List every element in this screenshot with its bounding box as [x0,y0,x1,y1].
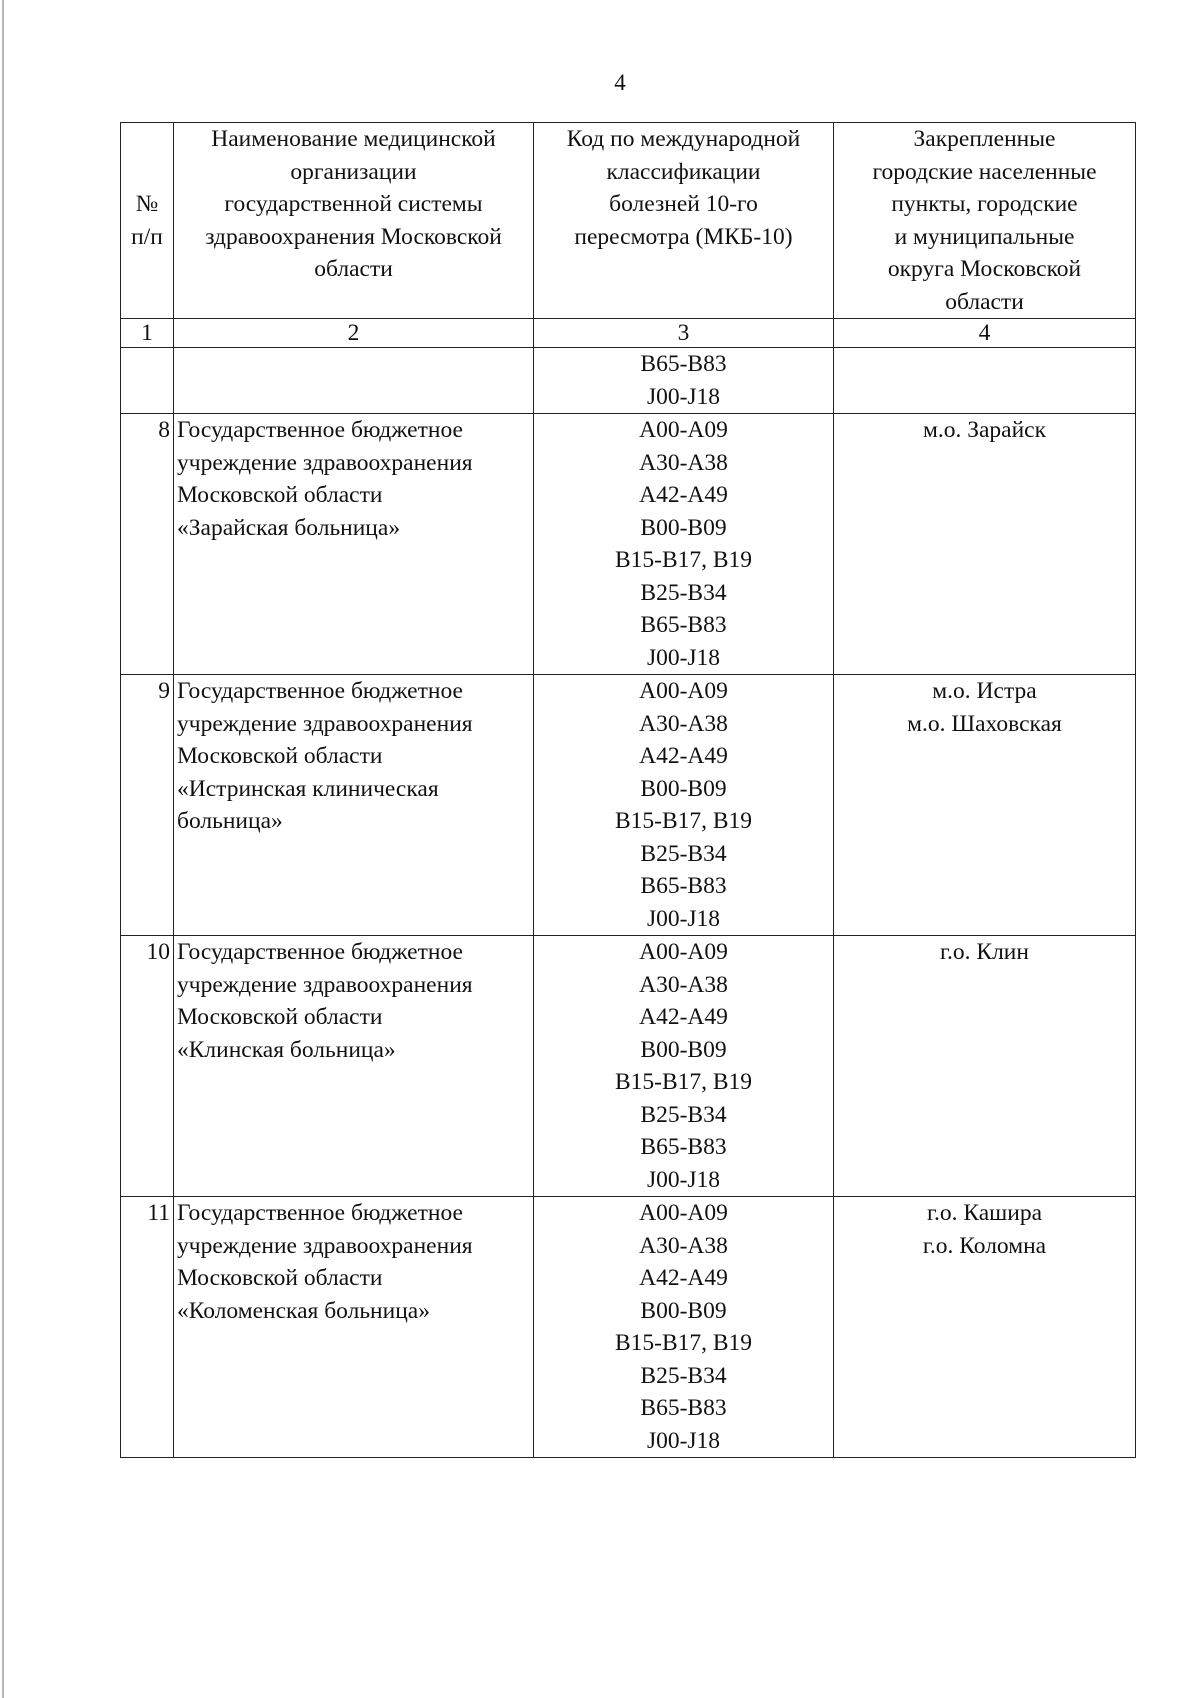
icd-codes-cell [534,348,834,414]
organization-cell [174,1197,534,1458]
text-line: B15-B17, B19 [614,1330,753,1356]
text-line: J00-J18 [646,1166,721,1193]
text-line: м.о. Истра [932,678,1037,704]
text-line: Государственное бюджетное [177,678,463,704]
header-number [121,123,174,319]
icd-codes-cell [534,414,834,675]
text-line: A00-A09 [639,1200,728,1226]
text-line: Московской области [177,1265,383,1291]
text-line: «Зарайская больница» [177,514,401,541]
organization-cell [174,936,534,1197]
text-line: Государственное бюджетное [177,1200,463,1226]
text-line: Наименование медицинской [211,126,496,152]
text-line: Московской области [177,743,383,769]
table-row [121,1197,1136,1458]
text-line: области [314,256,393,282]
text-line: A42-A49 [639,743,728,769]
text-line: A42-A49 [639,482,728,508]
text-line: «Истринская клиническая [177,775,439,802]
text-line: учреждение здравоохранения [177,710,473,737]
text-line: классификации [606,158,761,185]
continuation-row [121,348,1136,414]
text-line: B00-B09 [640,514,727,541]
text-line: A30-A38 [639,1232,728,1259]
icd-codes-cell [534,675,834,936]
text-line: J00-J18 [646,905,721,932]
text-line: B00-B09 [640,1036,727,1063]
text-line: B00-B09 [640,775,727,802]
text-line: A00-A09 [639,939,728,965]
text-line: A30-A38 [639,449,728,476]
text-line: «Клинская больница» [177,1036,396,1063]
header-row [121,123,1136,319]
text-line: A30-A38 [639,971,728,998]
text-line: A42-A49 [639,1265,728,1291]
places-cell [834,414,1136,675]
text-line: организации [290,158,417,185]
row-number: 11 [121,1197,174,1458]
text-line: B65-B83 [640,1134,727,1160]
places-cell [834,936,1136,1197]
text-line: болезней 10-го [609,191,758,217]
text-line: B00-B09 [640,1297,727,1324]
text-line: городские населенные [872,158,1097,185]
page-number: 4 [614,70,626,95]
places-cell [834,1197,1136,1458]
text-line: B15-B17, B19 [614,547,753,573]
text-line: J00-J18 [646,383,721,410]
text-line: «Коломенская больница» [177,1297,430,1324]
text-line: № [135,191,159,217]
text-line: Код по международной [566,126,801,152]
text-line: больница» [177,808,283,834]
text-line: A42-A49 [639,1004,728,1030]
text-line: г.о. Кашира [926,1200,1042,1226]
table-row [121,936,1136,1197]
text-line: A00-A09 [639,678,728,704]
organization-cell [174,348,534,414]
text-line: B25-B34 [640,1362,727,1389]
row-number: 10 [121,936,174,1197]
text-line: государственной системы [224,191,483,217]
column-number: 2 [174,319,534,348]
row-number [121,348,174,414]
text-line: г.о. Клин [940,939,1029,965]
organizations-table [120,122,1136,1458]
icd-codes-cell [534,1197,834,1458]
text-line: учреждение здравоохранения [177,971,473,998]
text-line: B25-B34 [640,579,727,606]
text-line: B65-B83 [640,873,727,899]
text-line: B15-B17, B19 [614,1069,753,1095]
text-line: B25-B34 [640,1101,727,1128]
text-line: B65-B83 [640,351,727,377]
row-number: 9 [121,675,174,936]
text-line: Государственное бюджетное [177,417,463,443]
table-row [121,675,1136,936]
text-line: B25-B34 [640,840,727,867]
places-cell [834,348,1136,414]
text-line: B65-B83 [640,1395,727,1421]
text-line: Государственное бюджетное [177,939,463,965]
text-line: J00-J18 [646,644,721,671]
text-line: учреждение здравоохранения [177,1232,473,1259]
text-line: и муниципальные [894,223,1075,250]
text-line: учреждение здравоохранения [177,449,473,476]
text-line: округа Московской [887,256,1082,282]
column-numbers-row [121,319,1136,348]
places-cell [834,675,1136,936]
text-line: м.о. Шаховская [907,710,1062,737]
header-organization [174,123,534,319]
column-number: 3 [534,319,834,348]
text-line: м.о. Зарайск [922,417,1047,443]
table-row [121,414,1136,675]
text-line: Московской области [177,482,383,508]
text-line: B15-B17, B19 [614,808,753,834]
column-number: 4 [834,319,1136,348]
text-line: пересмотра (МКБ-10) [574,223,793,250]
icd-codes-cell [534,936,834,1197]
text-line: B65-B83 [640,612,727,638]
header-icd-code [534,123,834,319]
text-line: A00-A09 [639,417,728,443]
row-number: 8 [121,414,174,675]
text-line: J00-J18 [646,1427,721,1454]
header-places [834,123,1136,319]
text-line: п/п [131,223,163,250]
text-line: Закрепленные [913,126,1056,152]
organization-cell [174,414,534,675]
text-line: Московской области [177,1004,383,1030]
text-line: пункты, городские [891,191,1078,217]
column-number: 1 [121,319,174,348]
text-line: области [945,288,1024,315]
scan-edge-line [2,0,4,1698]
organization-cell [174,675,534,936]
text-line: здравоохранения Московской [205,223,502,250]
text-line: г.о. Коломна [922,1232,1047,1259]
text-line: A30-A38 [639,710,728,737]
